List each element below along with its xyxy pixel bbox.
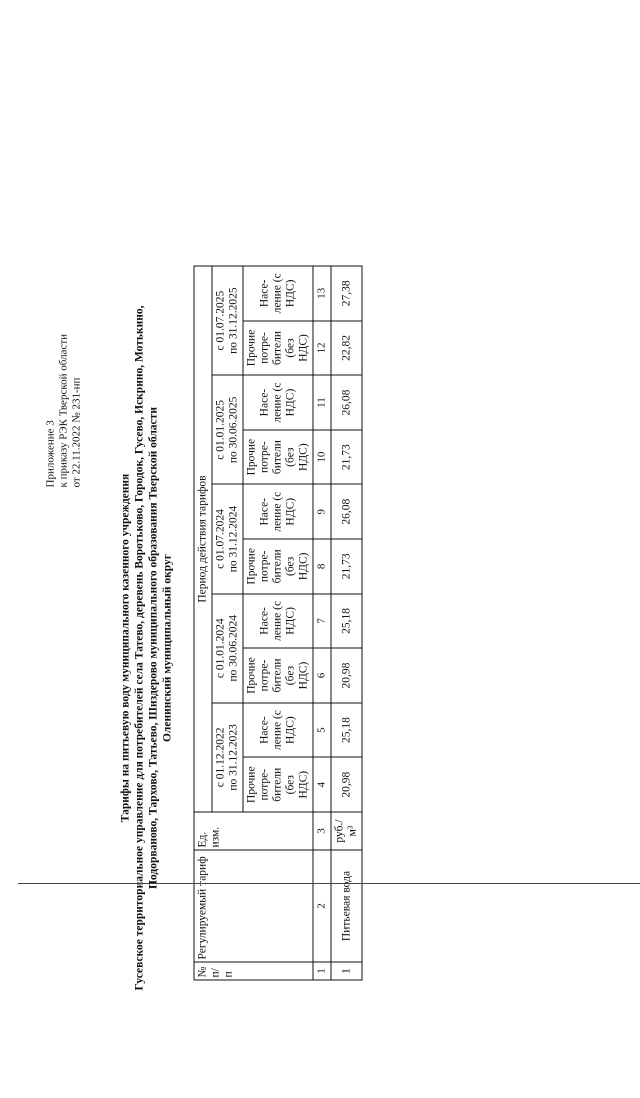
tariff-value: 21,73 (331, 430, 362, 485)
col-number: 10 (313, 430, 331, 485)
header-no: № п/п (194, 962, 313, 980)
row-no: 1 (331, 962, 362, 980)
sub-other: Прочие потре-бители (без НДС) (243, 321, 313, 376)
appendix-reference (45, 228, 84, 488)
col-number: 7 (313, 594, 331, 649)
col-number: 4 (313, 757, 331, 812)
title-line-4: Оленинский муниципальный округ (161, 239, 175, 1058)
sub-population: Насе-ление (с НДС) (243, 594, 313, 649)
appendix-line-1: Приложение 3 (45, 228, 58, 488)
tariff-value: 20,98 (331, 757, 362, 812)
period-4: с 01.01.2025 по 30.06.2025 (212, 375, 243, 484)
sub-population: Насе-ление (с НДС) (243, 484, 313, 539)
tariff-value: 27,38 (331, 266, 362, 321)
col-number: 12 (313, 321, 331, 376)
tariff-value: 25,18 (331, 594, 362, 649)
tariff-value: 21,73 (331, 539, 362, 594)
table-row (331, 266, 362, 980)
header-unit: Ед. изм. (194, 812, 313, 850)
sub-other: Прочие потре-бители (без НДС) (243, 430, 313, 485)
sub-population: Насе-ление (с НДС) (243, 375, 313, 430)
period-3: с 01.07.2024 по 31.12.2024 (212, 484, 243, 593)
title-line-2: Гусевское территориальное управление для потребителей села Татево, деревень Воротьково, Городок, Гусево, Искрино, Мотькино, (133, 239, 147, 1058)
col-number: 13 (313, 266, 331, 321)
row-unit: руб./м³ (331, 812, 362, 850)
appendix-line-2: к приказу РЭК Тверской области (58, 228, 71, 488)
column-numbering-row (313, 266, 331, 980)
document-title (119, 239, 175, 1058)
header-period: Период действия тарифов (194, 266, 212, 812)
col-number: 2 (313, 850, 331, 962)
col-number: 5 (313, 703, 331, 758)
sub-other: Прочие потре-бители (без НДС) (243, 757, 313, 812)
col-number: 8 (313, 539, 331, 594)
tariff-value: 26,08 (331, 484, 362, 539)
rotated-document-page (9, 199, 640, 1098)
col-number: 1 (313, 962, 331, 980)
col-number: 3 (313, 812, 331, 850)
title-line-1: Тарифы на питьевую воду муниципального казенного учреждения (119, 239, 133, 1058)
col-number: 6 (313, 648, 331, 703)
col-number: 9 (313, 484, 331, 539)
tariff-value: 25,18 (331, 703, 362, 758)
period-2: с 01.01.2024 по 30.06.2024 (212, 594, 243, 703)
tariff-value: 20,98 (331, 648, 362, 703)
sub-other: Прочие потре-бители (без НДС) (243, 539, 313, 594)
scan-edge-line (18, 883, 640, 884)
tariff-value: 26,08 (331, 375, 362, 430)
sub-population: Насе-ление (с НДС) (243, 703, 313, 758)
appendix-line-3: от 22.11.2022 № 231-нп (71, 228, 84, 488)
sub-population: Насе-ление (с НДС) (243, 266, 313, 321)
period-5: с 01.07.2025 по 31.12.2025 (212, 266, 243, 375)
sub-other: Прочие потре-бители (без НДС) (243, 648, 313, 703)
tariff-table (194, 266, 363, 981)
header-tariff: Регулируемый тариф (194, 850, 313, 962)
tariff-value: 22,82 (331, 321, 362, 376)
row-tariff-name: Питьевая вода (331, 850, 362, 962)
table-header-row-1 (194, 266, 212, 980)
col-number: 11 (313, 375, 331, 430)
period-1: с 01.12.2022 по 31.12.2023 (212, 703, 243, 812)
title-line-3: Подорваново, Тархово, Татьево, Шиздерово муниципального образования Тверской области (147, 239, 161, 1058)
